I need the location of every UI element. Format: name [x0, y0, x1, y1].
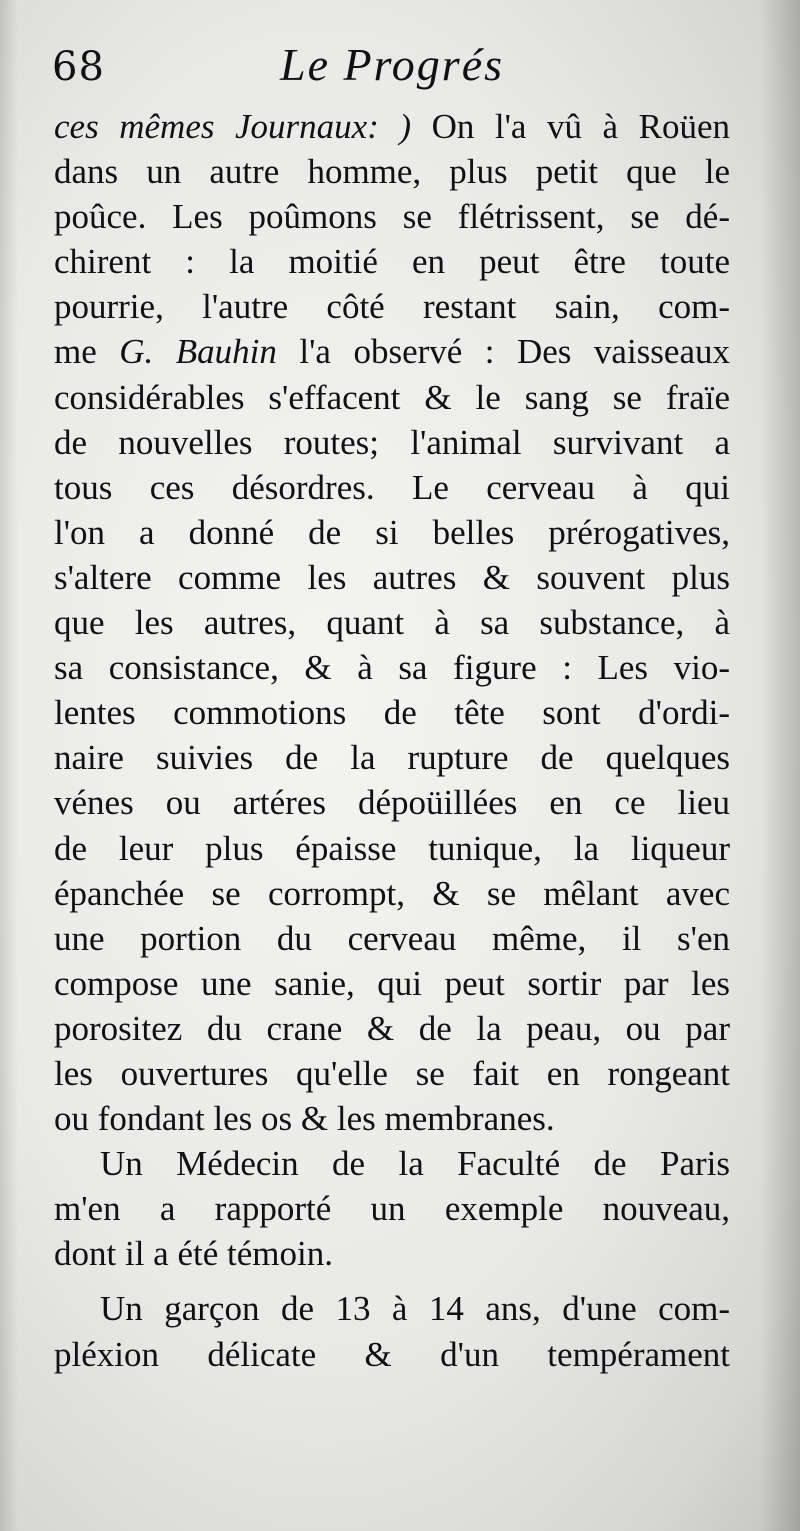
text-line: dont il a été témoin.	[54, 1234, 333, 1274]
text-line: une portion du cerveau même, il s'en	[54, 918, 730, 958]
page-edge-shadow	[760, 0, 800, 1531]
text-line: tous ces désordres. Le cerveau à qui	[54, 467, 730, 507]
text-line: m'en a rapporté un exemple nouveau,	[54, 1189, 730, 1229]
text-line: chirent : la moitié en peut être toute	[54, 242, 730, 282]
body-text	[54, 104, 730, 1377]
text-line: me G. Bauhin l'a observé : Des vaisseaux	[54, 332, 730, 372]
text-line: compose une sanie, qui peut sortir par les	[54, 963, 730, 1003]
text-line: dans un autre homme, plus petit que le	[54, 152, 730, 192]
text-line: naire suivies de la rupture de quelques	[54, 738, 730, 778]
text-line: porositez du crane & de la peau, ou par	[54, 1008, 730, 1048]
text-line: vénes ou artéres dépoüillées en ce lieu	[54, 783, 730, 823]
running-title: Le Progrés	[280, 39, 505, 90]
text-line: de leur plus épaisse tunique, la liqueur	[54, 828, 730, 868]
text-line: Un garçon de 13 à 14 ans, d'une com-	[100, 1289, 730, 1329]
text-line: poûce. Les poûmons se flétrissent, se dé-	[54, 197, 730, 237]
text-line: ou fondant les os & les membranes.	[54, 1099, 555, 1139]
text-line: de nouvelles routes; l'animal survivant a	[54, 422, 730, 462]
text-line: l'on a donné de si belles prérogatives,	[54, 512, 730, 552]
text-line: Un Médecin de la Faculté de Paris	[100, 1144, 730, 1184]
text-line: ces mêmes Journaux: ) On l'a vû à Roüen	[54, 107, 730, 146]
page-number: 68	[52, 44, 105, 90]
text-line: les ouvertures qu'elle se fait en rongeant	[54, 1053, 730, 1093]
text-line: lentes commotions de tête sont d'ordi-	[54, 693, 730, 733]
page-gutter-shadow	[0, 0, 18, 1531]
text-line: que les autres, quant à sa substance, à	[54, 603, 730, 643]
paragraph-gap	[54, 1276, 730, 1286]
text-line: considérables s'effacent & le sang se fraïe	[54, 377, 730, 417]
text-line: épanchée se corrompt, & se mêlant avec	[54, 873, 730, 913]
text-line: s'altere comme les autres & souvent plus	[54, 557, 730, 597]
text-line: sa consistance, & à sa figure : Les vio-	[54, 648, 730, 688]
text-line: pléxion délicate & d'un tempérament	[54, 1334, 730, 1374]
page-header	[52, 38, 732, 98]
text-line: pourrie, l'autre côté restant sain, com-	[54, 287, 730, 327]
